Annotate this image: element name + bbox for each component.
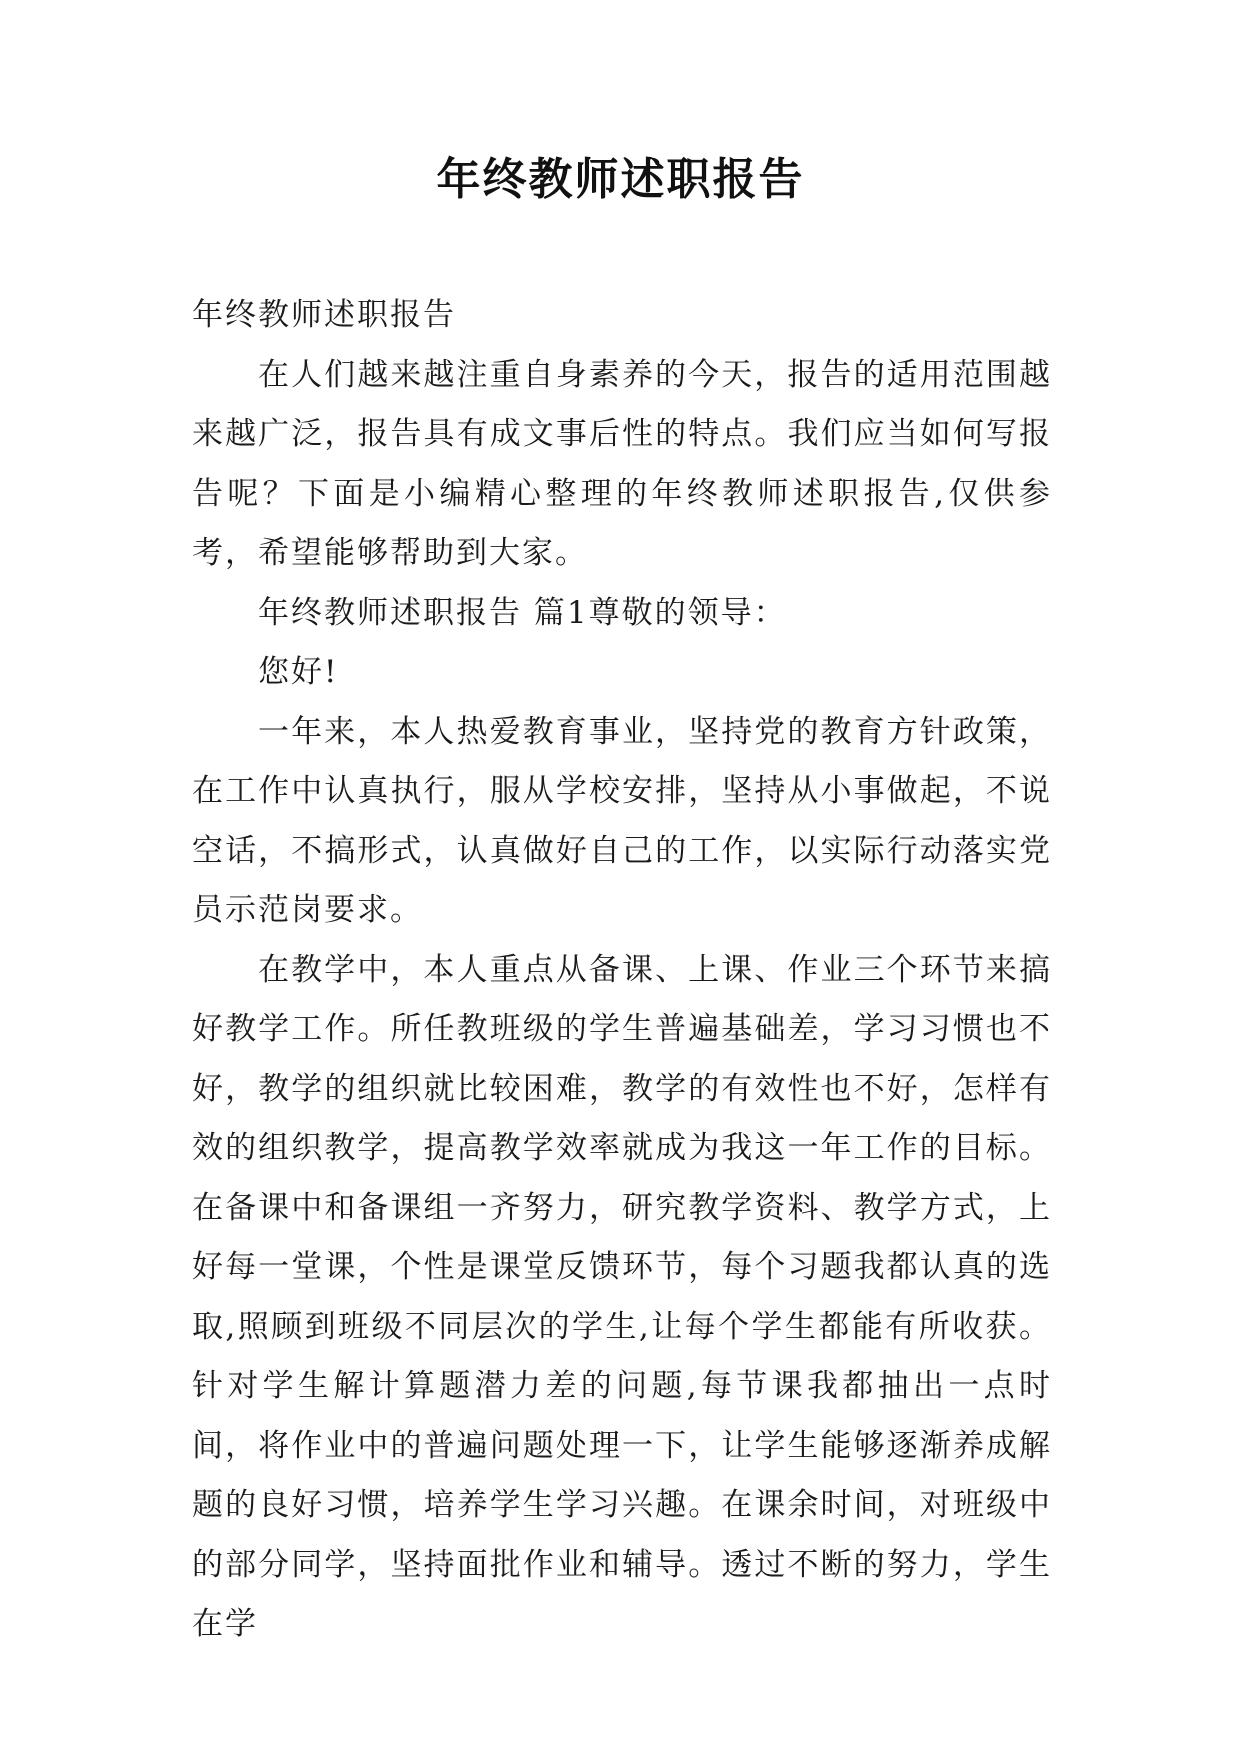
paragraph-teaching: 在教学中，本人重点从备课、上课、作业三个环节来搞好教学工作。所任教班级的学生普遍基础差，学习习惯也不好，教学的组织就比较困难，教学的有效性也不好，怎样有效的组织教学，提高教学效率就成为我这一年工作的目标。在备课中和备课组一齐努力，研究教学资料、教学方式，上好每一堂课，个性是课堂反馈环节，每个习题我都认真的选取,照顾到班级不同层次的学生,让每个学生都能有所收获。针对学生解计算题潜力差的问题,每节课我都抽出一点时间，将作业中的普遍问题处理一下，让学生能够逐渐养成解题的良好习惯，培养学生学习兴趣。在课余时间，对班级中的部分同学，坚持面批作业和辅导。透过不断的努力，学生在学 bbox=[192, 951, 1052, 1642]
paragraph-intro: 在人们越来越注重自身素养的今天，报告的适用范围越来越广泛，报告具有成文事后性的特点。我们应当如何写报告呢？下面是小编精心整理的年终教师述职报告,仅供参考，希望能够帮助到大家。 bbox=[192, 356, 1052, 571]
paragraph-section-greeting: 年终教师述职报告 篇1尊敬的领导： bbox=[258, 594, 787, 631]
paragraph-heading: 年终教师述职报告 bbox=[192, 297, 456, 333]
paragraph-overview: 一年来，本人热爱教育事业，坚持党的教育方针政策，在工作中认真执行，服从学校安排，坚持从小事做起，不说空话，不搞形式，认真做好自己的工作，以实际行动落实党员示范岗要求。 bbox=[192, 713, 1052, 928]
document-title: 年终教师述职报告 bbox=[436, 154, 805, 205]
paragraph-salutation: 您好! bbox=[258, 654, 339, 690]
document-body bbox=[192, 286, 1052, 1655]
